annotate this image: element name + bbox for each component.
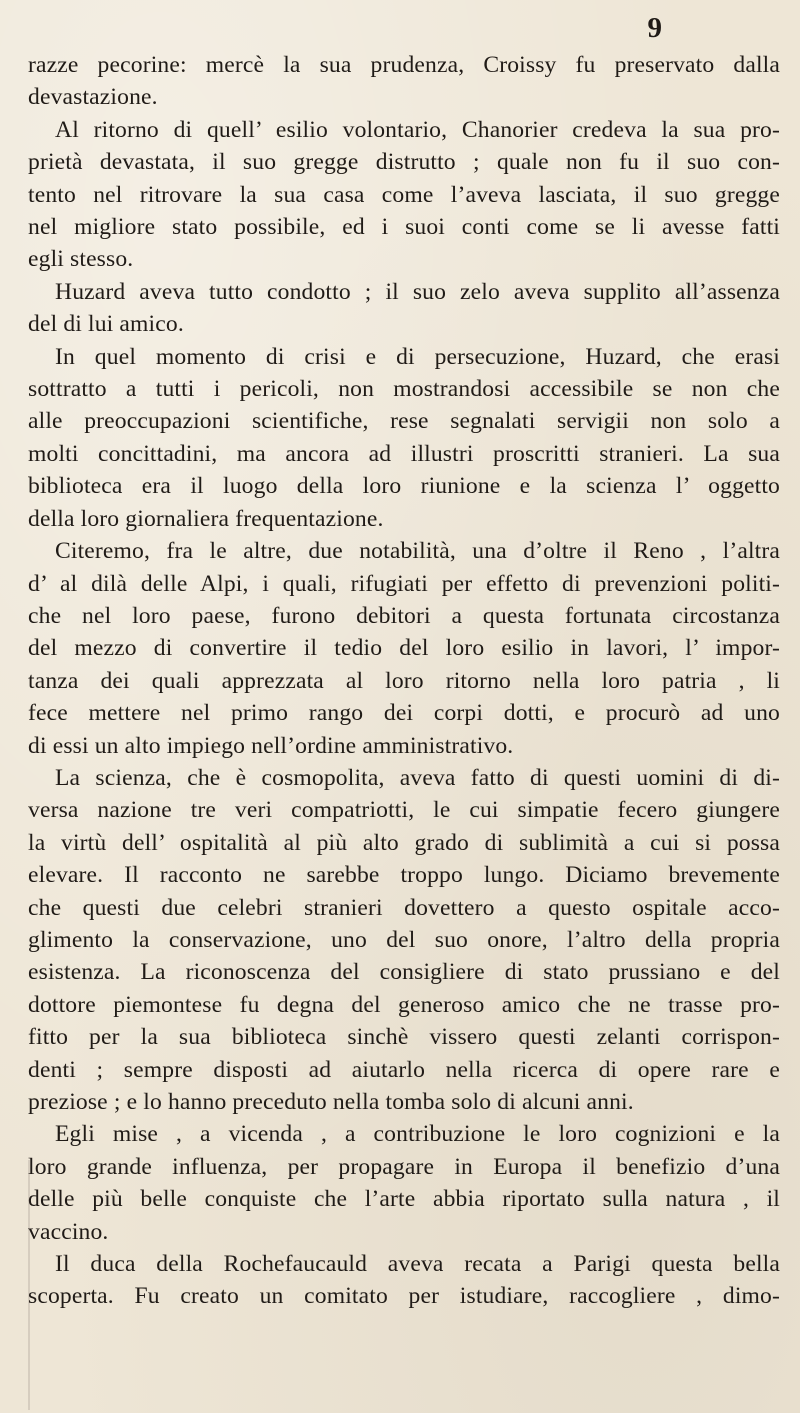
text-line: esistenza. La riconoscenza del consigliere di stato prussiano e del [28, 959, 780, 986]
text-line: fece mettere nel primo rango dei corpi dotti, e procurò ad uno [28, 700, 780, 727]
text-line: biblioteca era il luogo della loro riunione e la scienza l’ oggetto [28, 473, 780, 500]
text-line: delle più belle conquiste che l’arte abbia riportato sulla natura , il [28, 1186, 780, 1213]
text-line: In quel momento di crisi e di persecuzione, Huzard, che erasi [55, 343, 780, 370]
text-line: la virtù dell’ ospitalità al più alto grado di sublimità a cui si possa [28, 829, 780, 856]
page-edge-shadow [28, 1160, 30, 1410]
text-line: preziose ; e lo hanno preceduto nella tomba solo di alcuni anni. [28, 1089, 634, 1115]
text-line: Il duca della Rochefaucauld aveva recata a Parigi questa bella [55, 1251, 780, 1278]
text-line: d’ al dilà delle Alpi, i quali, rifugiati per effetto di prevenzioni politi- [28, 570, 780, 597]
text-line: del di lui amico. [28, 311, 184, 338]
text-line: scoperta. Fu creato un comitato per istudiare, raccogliere , dimo- [28, 1283, 780, 1310]
text-line: Egli mise , a vicenda , a contribuzione le loro cognizioni e la [55, 1121, 780, 1148]
text-line: razze pecorine: mercè la sua prudenza, Croissy fu preservato dalla [28, 52, 780, 78]
text-line: glimento la conservazione, uno del suo onore, l’altro della propria [28, 926, 780, 953]
text-line: Huzard aveva tutto condotto ; il suo zelo aveva supplito all’assenza [55, 278, 780, 305]
text-line: tanza dei quali apprezzata al loro ritorno nella loro patria , li [28, 667, 780, 694]
text-line: devastazione. [28, 84, 158, 111]
text-line: di essi un alto impiego nell’ordine amministrativo. [28, 732, 514, 759]
text-line: del mezzo di convertire il tedio del loro esilio in lavori, l’ impor- [28, 635, 780, 662]
page-number: 9 [647, 12, 662, 44]
text-line: sottratto a tutti i pericoli, non mostrandosi accessibile se non che [28, 376, 780, 403]
text-line: elevare. Il racconto ne sarebbe troppo lungo. Diciamo brevemente [28, 862, 780, 889]
text-line: loro grande influenza, per propagare in Europa il benefizio d’una [28, 1153, 780, 1180]
text-line: alle preoccupazioni scientifiche, rese segnalati servigii non solo a [28, 408, 780, 435]
text-line: egli stesso. [28, 246, 134, 273]
text-line: tento nel ritrovare la sua casa come l’aveva lasciata, il suo gregge [28, 181, 780, 208]
text-line: denti ; sempre disposti ad aiutarlo nella ricerca di opere rare e [28, 1056, 780, 1083]
text-line: Citeremo, fra le altre, due notabilità, una d’oltre il Reno , l’altra [55, 538, 780, 565]
text-line: La scienza, che è cosmopolita, aveva fatto di questi uomini di di- [55, 764, 780, 791]
text-line: della loro giornaliera frequentazione. [28, 505, 384, 532]
text-line: nel migliore stato possibile, ed i suoi conti come se li avesse fatti [28, 214, 780, 241]
text-line: prietà devastata, il suo gregge distrutto ; quale non fu il suo con- [28, 149, 780, 176]
text-line: vaccino. [28, 1218, 109, 1245]
text-line: molti concittadini, ma ancora ad illustri proscritti stranieri. La sua [28, 440, 780, 467]
text-line: dottore piemontese fu degna del generoso amico che ne trasse pro- [28, 991, 780, 1018]
text-line: che questi due celebri stranieri dovettero a questo ospitale acco- [28, 894, 780, 921]
text-line: fitto per la sua biblioteca sinchè vissero questi zelanti corrispon- [28, 1024, 780, 1051]
text-line: Al ritorno di quell’ esilio volontario, Chanorier credeva la sua pro- [55, 116, 780, 143]
text-line: versa nazione tre veri compatriotti, le cui simpatie fecero giungere [28, 797, 780, 824]
body-text [28, 49, 780, 1313]
text-line: che nel loro paese, furono debitori a questa fortunata circostanza [28, 602, 780, 629]
